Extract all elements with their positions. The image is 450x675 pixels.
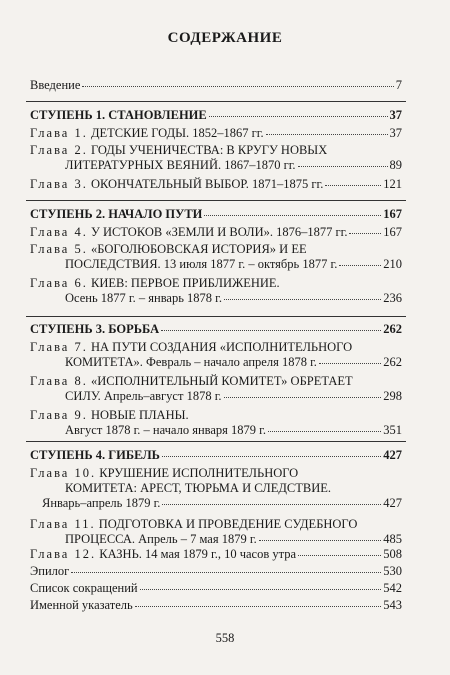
endmatter-page: 530 <box>383 564 402 578</box>
chapter-page: 89 <box>389 158 402 172</box>
section-divider <box>26 200 406 201</box>
toc-abbreviations[interactable] <box>30 581 402 596</box>
section-title: СТУПЕНЬ 3. БОРЬБА <box>30 322 160 336</box>
leader-dots <box>140 587 382 590</box>
toc-epilogue[interactable] <box>30 564 402 579</box>
section-page: 427 <box>383 448 402 462</box>
chapter-title-cont: ЛИТЕРАТУРНЫХ ВЕЯНИЙ. 1867–1870 гг. <box>65 158 296 172</box>
section-page: 167 <box>383 207 402 221</box>
leader-dots <box>259 538 382 541</box>
chapter-title: ДЕТСКИЕ ГОДЫ. 1852–1867 гг. <box>90 126 264 140</box>
chapter-title-cont: Август 1878 г. – начало января 1879 г. <box>65 423 267 437</box>
toc-title: СОДЕРЖАНИЕ <box>167 30 283 46</box>
chapter-prefix: Глава 2. <box>30 143 88 157</box>
toc-chapter[interactable] <box>30 374 402 404</box>
chapter-page: 508 <box>383 547 402 561</box>
section-heading[interactable] <box>30 207 402 222</box>
section-page: 37 <box>389 108 402 122</box>
chapter-prefix: Глава 12. <box>30 547 97 561</box>
section-page: 262 <box>383 322 402 336</box>
chapter-title-cont: ПРОЦЕССА. Апрель – 7 мая 1879 г. <box>65 532 257 546</box>
toc-chapter[interactable] <box>30 408 402 438</box>
toc-name-index[interactable] <box>30 598 402 613</box>
chapter-prefix: Глава 7. <box>30 340 88 354</box>
chapter-prefix: Глава 4. <box>30 225 88 239</box>
toc-chapter[interactable] <box>30 177 402 192</box>
chapter-title-cont: КОМИТЕТА: АРЕСТ, ТЮРЬМА И СЛЕДСТВИЕ. <box>65 481 331 495</box>
leader-dots <box>298 553 381 556</box>
chapter-page: 210 <box>383 257 402 271</box>
leader-dots <box>209 114 388 117</box>
endmatter-page: 542 <box>383 581 402 595</box>
chapter-page: 262 <box>383 355 402 369</box>
section-divider <box>26 441 406 442</box>
toc-chapter[interactable] <box>30 276 402 306</box>
section-heading[interactable] <box>30 108 402 123</box>
chapter-title: КРУШЕНИЕ ИСПОЛНИТЕЛЬНОГО <box>99 466 299 480</box>
leader-dots <box>162 454 381 457</box>
chapter-title: ОКОНЧАТЕЛЬНЫЙ ВЫБОР. 1871–1875 гг. <box>90 177 324 191</box>
chapter-prefix: Глава 1. <box>30 126 88 140</box>
chapter-title: ГОДЫ УЧЕНИЧЕСТВА: В КРУГУ НОВЫХ <box>90 143 328 157</box>
chapter-prefix: Глава 9. <box>30 408 88 422</box>
toc-chapter[interactable] <box>30 143 402 173</box>
chapter-title-cont: КОМИТЕТА». Февраль – начало апреля 1878 г. <box>65 355 317 369</box>
chapter-page: 298 <box>383 389 402 403</box>
section-divider <box>26 316 406 317</box>
chapter-title: КИЕВ: ПЕРВОЕ ПРИБЛИЖЕНИЕ. <box>90 276 280 290</box>
toc-chapter[interactable] <box>30 126 402 141</box>
intro-page: 7 <box>395 78 402 92</box>
chapter-title: «ИСПОЛНИТЕЛЬНЫЙ КОМИТЕТ» ОБРЕТАЕТ <box>90 374 353 388</box>
leader-dots <box>266 132 388 135</box>
leader-dots <box>135 604 382 607</box>
leader-dots <box>204 213 381 216</box>
leader-dots <box>224 395 382 398</box>
leader-dots <box>349 231 381 234</box>
chapter-page: 167 <box>383 225 402 239</box>
chapter-page: 236 <box>383 291 402 305</box>
endmatter-label: Список сокращений <box>30 581 138 595</box>
section-title: СТУПЕНЬ 2. НАЧАЛО ПУТИ <box>30 207 203 221</box>
leader-dots <box>268 429 381 432</box>
chapter-prefix: Глава 3. <box>30 177 88 191</box>
chapter-title-cont: Январь–апрель 1879 г. <box>42 496 161 510</box>
chapter-title-cont: Осень 1877 г. – январь 1878 г. <box>65 291 223 305</box>
toc-chapter[interactable] <box>30 547 402 562</box>
chapter-title-cont: СИЛУ. Апрель–август 1878 г. <box>65 389 222 403</box>
leader-dots <box>162 502 381 505</box>
chapter-page: 37 <box>389 126 402 140</box>
toc-chapter[interactable] <box>30 340 402 370</box>
section-divider <box>26 101 406 102</box>
chapter-prefix: Глава 8. <box>30 374 88 388</box>
leader-dots <box>71 570 381 573</box>
chapter-title: ПОДГОТОВКА И ПРОВЕДЕНИЕ СУДЕБНОГО <box>98 517 358 531</box>
chapter-title-cont: ПОСЛЕДСТВИЯ. 13 июля 1877 г. – октябрь 1877 г. <box>65 257 338 271</box>
chapter-title: НОВЫЕ ПЛАНЫ. <box>90 408 189 422</box>
chapter-title: «БОГОЛЮБОВСКАЯ ИСТОРИЯ» И ЕЕ <box>90 242 307 256</box>
leader-dots <box>319 361 381 364</box>
toc-chapter[interactable] <box>30 466 402 511</box>
chapter-page: 427 <box>383 496 402 510</box>
chapter-page: 485 <box>383 532 402 546</box>
section-title: СТУПЕНЬ 1. СТАНОВЛЕНИЕ <box>30 108 207 122</box>
endmatter-label: Именной указатель <box>30 598 133 612</box>
section-heading[interactable] <box>30 322 402 337</box>
endmatter-label: Эпилог <box>30 564 70 578</box>
leader-dots <box>298 164 388 167</box>
toc-chapter[interactable] <box>30 517 402 547</box>
intro-label: Введение <box>30 78 81 92</box>
toc-chapter[interactable] <box>30 225 402 240</box>
chapter-title: НА ПУТИ СОЗДАНИЯ «ИСПОЛНИТЕЛЬНОГО <box>90 340 353 354</box>
leader-dots <box>325 183 381 186</box>
chapter-prefix: Глава 6. <box>30 276 88 290</box>
leader-dots <box>82 84 393 87</box>
section-heading[interactable] <box>30 448 402 463</box>
chapter-prefix: Глава 11. <box>30 517 96 531</box>
chapter-title: У ИСТОКОВ «ЗЕМЛИ И ВОЛИ». 1876–1877 гг. <box>90 225 348 239</box>
chapter-page: 121 <box>383 177 402 191</box>
leader-dots <box>224 297 381 300</box>
leader-dots <box>339 263 381 266</box>
toc-chapter[interactable] <box>30 242 402 272</box>
chapter-title: КАЗНЬ. 14 мая 1879 г., 10 часов утра <box>99 547 297 561</box>
section-title: СТУПЕНЬ 4. ГИБЕЛЬ <box>30 448 160 462</box>
endmatter-page: 543 <box>383 598 402 612</box>
chapter-prefix: Глава 10. <box>30 466 97 480</box>
page-number: 558 <box>215 631 235 645</box>
toc-intro[interactable] <box>30 78 402 93</box>
chapter-page: 351 <box>383 423 402 437</box>
leader-dots <box>161 328 381 331</box>
chapter-prefix: Глава 5. <box>30 242 88 256</box>
